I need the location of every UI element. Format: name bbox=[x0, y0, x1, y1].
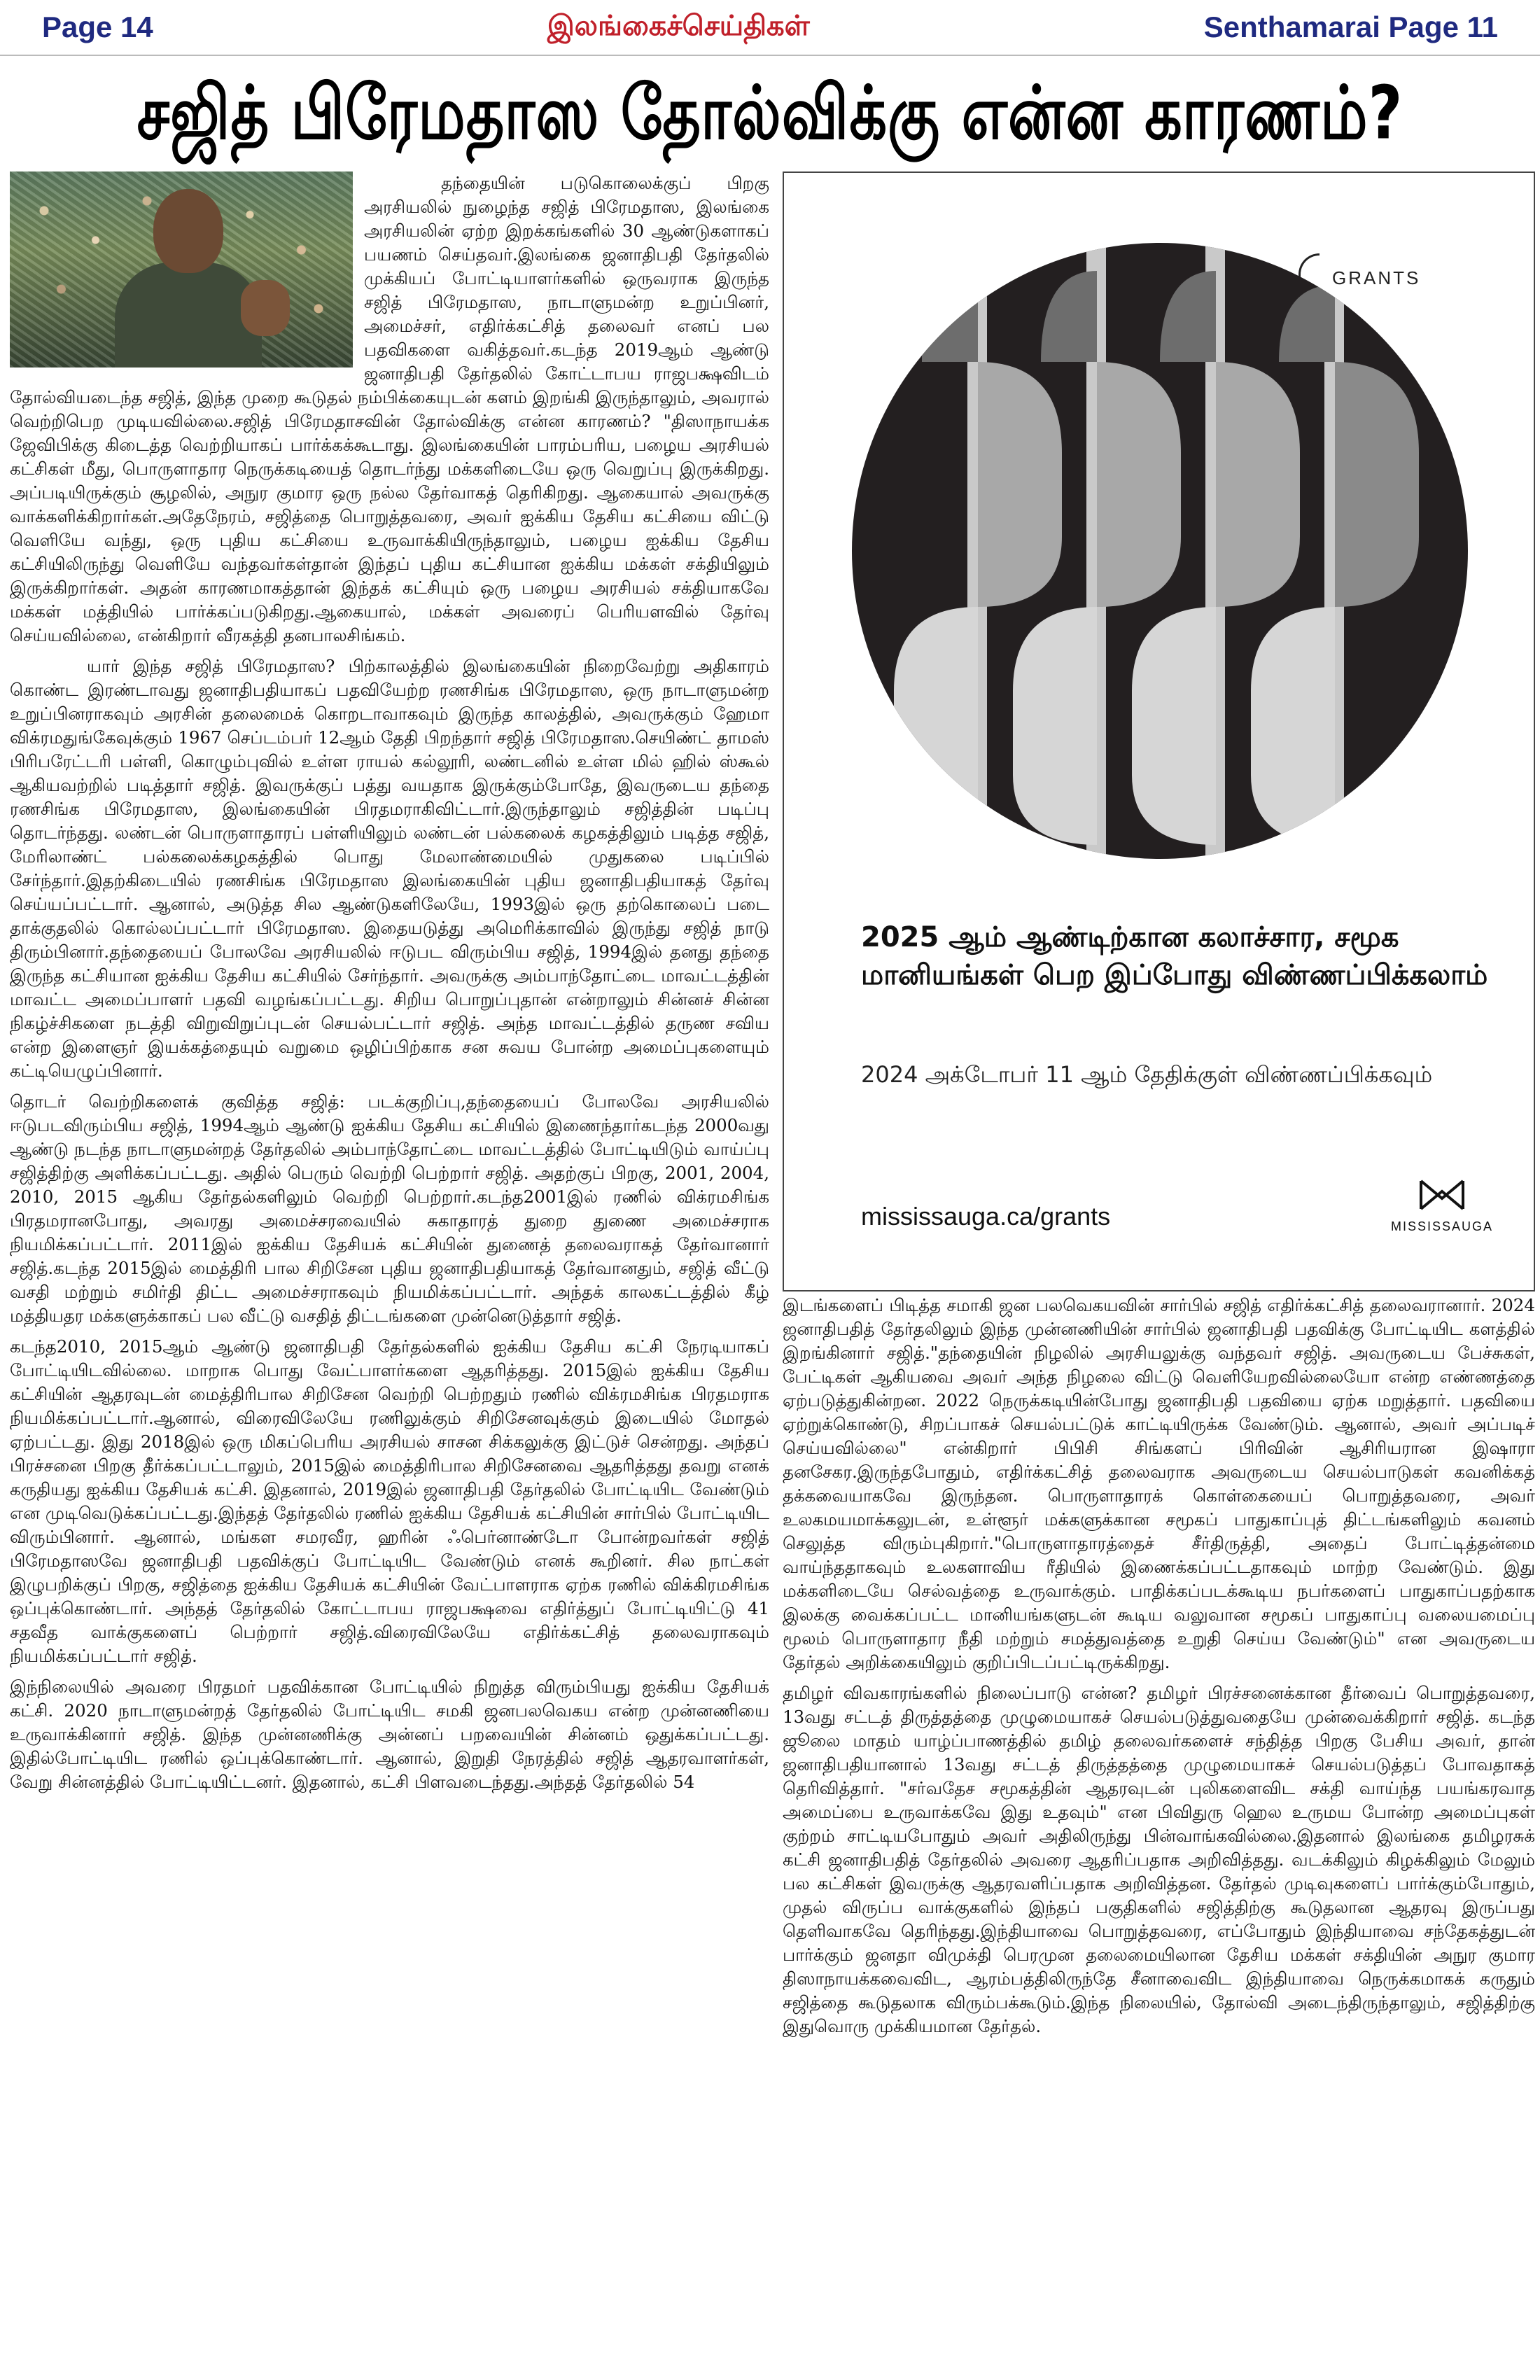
article-paragraph: கடந்த2010, 2015ஆம் ஆண்டு ஜனாதிபதி தேர்தல்களில் ஐக்கிய தேசிய கட்சி நேரடியாகப் போட்டியிடவில்லை. மாறாக பொது வேட்பாளர்களை ஆதரித்தது. 2015இல் ஐக்கிய தேசிய கட்சியின் ஆதரவுடன் மைத்திரிபால சிறிசேன வெற்றி பெற்றதும் ரணில் விக்ரமசிங்க பிரதமராக நியமிக்கப்பட்டார்.ஆனால், விரைவிலேயே ரணிலுக்கும் சிறிசேனவுக்கும் இடையில் மோதல் ஏற்பட்டது. இது 2018இல் ஒரு மிகப்பெரிய அரசியல் சாசன சிக்கலுக்கு இட்டுச் சென்றது. அந்தப் பிரச்சனை பிறகு தீர்க்கப்பட்டாலும், 2015இல் மைத்திரிபால சிறிசேனவை ஆதரித்தது தவறு எனக் கருதியது ஐக்கிய தேசியக் கட்சி. இதனால், 2019இல் ஜனாதிபதி தேர்தலில் போட்டியிட வேண்டும் என முடிவெடுக்கப்பட்டது.இந்தத் தேர்தலில் ரணில் ஐக்கிய தேசியக் கட்சியின் சார்பில் போட்டியிட விரும்பினார். ஆனால், மங்கள சமரவீர, ஹரின் ஃபெர்னாண்டோ போன்றவர்கள் சஜித் பிரேமதாஸவே ஜனாதிபதி பதவிக்குப் போட்டியிட வேண்டும் எனக் கூறினர். சில நாட்கள் இழுபறிக்குப் பிறகு, சஜித்தை ஐக்கிய தேசியக் கட்சியின் வேட்பாளராக ஏற்க ரணில் விக்கிரமசிங்க ஒப்புக்கொண்டார். அந்தத் தேர்தலில் கோட்டாபய ராஜபக்ஷவை எதிர்த்துப் போட்டியிட்டு 41 சதவீத வாக்குகளைப் பெற்றார் சஜித்.விரைவிலேயே எதிர்க்கட்சித் தலைவராகவும் நியமிக்கப்பட்டார் சஜித். bbox=[10, 1336, 769, 1666]
article-paragraph: யார் இந்த சஜித் பிரேமதாஸ? பிற்காலத்தில் இலங்கையின் நிறைவேற்று அதிகாரம் கொண்ட இரண்டாவது ஜனாதிபதியாகப் பதவியேற்ற ரணசிங்க பிரேமதாஸ, ஒரு நாடாளுமன்ற உறுப்பினராகவும் அரசின் தலைமைக் கொறடாவாகவும் இருந்த காலத்தில், அவருக்கும் ஹேமா விக்ரமதுங்கேவுக்கும் 1967 செப்டம்பர் 12ஆம் தேதி பிறந்தார் சஜித் பிரேமதாஸ.செயிண்ட் தாமஸ் பிரிபரேட்டரி பள்ளி, கொழும்புவில் உள்ள ராயல் கல்லூரி, லண்டனில் உள்ள மில் ஹில் ஸ்கூல் ஆகியவற்றில் படித்தார் சஜித். இவருக்குப் பத்து வயதாக இருக்கும்போதே, இவருடைய தந்தை ரணசிங்க பிரேமதாஸ, இலங்கையின் பிரதமராகிவிட்டார்.இருந்தாலும் சஜித்தின் படிப்பு தொடர்ந்தது. லண்டன் பொருளாதாரப் பள்ளியிலும் லண்டன் பல்கலைக் கழகத்திலும் படித்த சஜித், மேரிலாண்ட் பல்கலைக்கழகத்தில் பொது மேலாண்மையில் முதுகலை படிப்பில் சேர்ந்தார்.இதற்கிடையில் ரணசிங்க பிரேமதாஸ இலங்கையின் புதிய ஜனாதிபதியாகத் தேர்வு செய்யப்பட்டார். ஆனால், அடுத்த சில ஆண்டுகளிலேயே, 1993இல் ஒரு தற்கொலைப் படை தாக்குதலில் கொல்லப்பட்டார் பிரேமதாஸ. இதையடுத்து அமெரிக்காவில் இருந்து சஜித் நாடு திரும்பினார்.தந்தையைப் போலவே அரசியலில் ஈடுபட விரும்பிய சஜித், 1994இல் தனது தந்தை இருந்த கட்சியான ஐக்கிய தேசிய கட்சியில் சேர்ந்தார். அவருக்கு அம்பாந்தோட்டை மாவட்டத்தின் மாவட்ட அமைப்பாளர் பதவி வழங்கப்பட்டது. சிறிய பொறுப்புதான் என்றாலும் சின்னச் சின்ன நிகழ்ச்சிகளை நடத்தி விறுவிறுப்புடன் செயல்பட்டார் சஜித். அந்த மாவட்டத்தில் தருண சவிய என்ற இளைஞர் இயக்கத்தையும் வறுமை ஒழிப்பிற்காக சன சுவய போன்ற அமைப்புகளையும் கட்டியெழுப்பினார். bbox=[10, 656, 769, 1081]
article-paragraph: தமிழர் விவகாரங்களில் நிலைப்பாடு என்ன? தமிழர் பிரச்சனைக்கான தீர்வைப் பொறுத்தவரை, 13வது சட்டத் திருத்தத்தை முழுமையாகச் செயல்படுத்துவதையே முன்வைக்கிறார் சஜித். கடந்த ஜூலை மாதம் யாழ்ப்பாணத்தில் தமிழ் தலைவர்களைச் சந்தித்த பிறகு பேசிய அவர், தான் ஜனாதிபதியானால் 13வது சட்டத் திருத்தத்தை முழுமையாகச் செயல்படுத்தப் போவதாகத் தெரிவித்தார். "சர்வதேச சமூகத்தின் ஆதரவுடன் புலிகளைவிட சக்தி வாய்ந்த பயங்கரவாத அமைப்பை உருவாக்கவே இது உதவும்" என பிவிதுரு ஹெல உருமய போன்ற அமைப்புகள் குற்றம் சாட்டியபோதும் அவர் அதிலிருந்து பின்வாங்கவில்லை.இதனால் இலங்கை தமிழரசுக் கட்சி ஜனாதிபதித் தேர்தலில் அவரை ஆதரிப்பதாக அறிவித்தது. வடக்கிலும் கிழக்கிலும் மேலும் பல கட்சிகள் இவருக்கு ஆதரவளிப்பதாக அறிவித்தன. தேர்தல் முடிவுகளைப் பார்க்கும்போதும், முதல் விருப்ப வாக்குகளில் இந்தப் பகுதிகளில் சஜித்திற்கு கூடுதலான ஆதரவு இருப்பது தெளிவாகவே தெரிந்தது.இந்தியாவை பொறுத்தவரை, எப்போதும் இந்தியாவை சந்தேகத்துடன் பார்க்கும் ஜனதா விமுக்தி பெரமுன தலைமையிலான தேசிய மக்கள் சக்தியின் அநுர குமார திஸாநாயக்கவைவிட, ஆரம்பத்திலிருந்தே சீனாவைவிட இந்தியாவை நெருக்கமாகக் கருதும் சஜித்தை கூடுதலாக விரும்பக்கூடும்.இந்த நிலையில், தோல்வி அடைந்திருந்தாலும், சஜித்திற்கு இதுவொரு முக்கியமான தேர்தல். bbox=[783, 1683, 1535, 2036]
ad-url: mississauga.ca/grants bbox=[861, 1202, 1111, 1231]
ad-dollar-circle-graphic bbox=[852, 243, 1468, 859]
grants-advertisement bbox=[783, 172, 1535, 1292]
article-paragraph: தந்தையின் படுகொலைக்குப் பிறகு அரசியலில் நுழைந்த சஜித் பிரேமதாஸ, இலங்கை அரசியலின் ஏற்ற இறக்கங்களில் 30 ஆண்டுகளாகப் பயணம் செய்தவர்.இலங்கை ஜனாதிபதி தேர்தலில் முக்கியப் போட்டியாளர்களில் ஒருவராக இருந்த சஜித் பிரேமதாஸ, நாடாளுமன்ற உறுப்பினர், அமைச்சர், எதிர்க்கட்சித் தலைவர் எனப் பல பதவிகளை வகித்தவர்.கடந்த 2019ஆம் ஆண்டு ஜனாதிபதி தேர்தலில் கோட்டாபய ராஜபக்ஷவிடம் தோல்வியடைந்த சஜித், இந்த முறை கூடுதல் நம்பிக்கையுடன் களம் இறங்கி இருந்தாலும், அவரால் வெற்றிபெற முடியவில்லை.சஜித் பிரேமதாசவின் தோல்விக்கு என்ன காரணம்? "திஸாநாயக்க ஜேவிபிக்கு கிடைத்த வெற்றியாகப் பார்க்கக்கூடாது. இலங்கையின் பாரம்பரிய, பழைய அரசியல் கட்சிகள் மீது, பொருளாதார நெருக்கடியைத் தொடர்ந்து மக்களிடையே ஒரு வெறுப்பு இருக்கிறது. அப்படியிருக்கும் சூழலில், அநுர குமார ஒரு நல்ல தேர்வாகத் தெரிகிறது. ஆகையால் அவருக்கு வாக்களிக்கிறார்கள்.அதேநேரம், சஜித்தை பொறுத்தவரை, அவர் ஐக்கிய தேசிய கட்சியை விட்டு வெளியே வந்து, ஒரு புதிய கட்சியை உருவாக்கியிருந்தாலும், பழைய ஐக்கிய தேசிய கட்சியிலிருந்து வெளியே வந்தவர்கள்தான் இந்தப் புதிய கட்சியான ஐக்கிய மக்கள் சக்தியிலும் இருக்கிறார்கள். அதன் காரணமாகத்தான் இந்தக் கட்சியும் ஒரு பழைய அரசியல் சக்தியாகவே மக்கள் மத்தியில் பார்க்கப்படுகிறது.ஆகையால், மக்கள் அவரைப் பெரியளவில் தேர்வு செய்யவில்லை, என்கிறார் வீரகத்தி தனபாலசிங்கம். bbox=[10, 173, 769, 645]
grants-label: GRANTS bbox=[1332, 267, 1421, 288]
article-headline: சஜித் பிரேமதாஸ தோல்விக்கு என்ன காரணம்? bbox=[136, 70, 1404, 156]
person-figure bbox=[115, 189, 262, 368]
section-title: இலங்கைச்செய்திகள் bbox=[547, 9, 810, 42]
left-article-column bbox=[10, 172, 769, 2376]
page-header bbox=[0, 0, 1540, 56]
article-paragraph: இந்நிலையில் அவரை பிரதமர் பதவிக்கான போட்டியில் நிறுத்த விரும்பியது ஐக்கிய தேசியக் கட்சி. 2020 நாடாளுமன்றத் தேர்தலில் போட்டியிட சமகி ஜனபலவெகய என்ற முன்னணியை உருவாக்கினார் சஜித். இந்த முன்னணிக்கு அன்னப் பறவையின் சின்னம் ஒதுக்கப்பட்டது. இதில்போட்டியிட ரணில் ஒப்புக்கொண்டார். ஆனால், இறுதி நேரத்தில் சஜித் ஆதரவாளர்கள், வேறு சின்னத்தில் போட்டியிட்டனர். இதனால், கட்சி பிளவடைந்தது.அந்தத் தேர்தலில் 54 bbox=[10, 1676, 769, 1792]
page-number-right: Senthamarai Page 11 bbox=[1203, 10, 1498, 43]
ad-deadline: 2024 அக்டோபர் 11 ஆம் தேதிக்குள் விண்ணப்பிக்கவும் bbox=[861, 1061, 1433, 1088]
right-article-column bbox=[783, 1294, 1535, 2379]
logo-text: MISSISSAUGA bbox=[1390, 1219, 1494, 1233]
ad-headline: 2025 ஆம் ஆண்டிற்கான கலாச்சார, சமூக மானியங்கள் பெற இப்போது விண்ணப்பிக்கலாம் bbox=[861, 921, 1488, 991]
mississauga-logo bbox=[1372, 1177, 1512, 1234]
article-paragraph: தொடர் வெற்றிகளைக் குவித்த சஜித்: படக்குறிப்பு,தந்தையைப் போலவே அரசியலில் ஈடுபடவிரும்பிய சஜித், 1994ஆம் ஆண்டு ஐக்கிய தேசிய கட்சியில் இணைந்தார்கடந்த 2000வது ஆண்டு நடந்த நாடாளுமன்றத் தேர்தலில் அம்பாந்தோட்டை மாவட்டத்தில் போட்டியிடும் வாய்ப்பு சஜித்திற்கு அளிக்கப்பட்டது. அதில் பெரும் வெற்றி பெற்றார் சஜித். அதற்குப் பிறகு, 2001, 2004, 2010, 2015 ஆகிய தேர்தல்களிலும் வெற்றி பெற்றார்.கடந்த2001இல் ரணில் விக்ரமசிங்க பிரதமரானபோது, அவரது அமைச்சரவையில் சுகாதாரத் துறை துணை அமைச்சராக நியமிக்கப்பட்டார். 2011இல் ஐக்கிய தேசியக் கட்சியின் துணைத் தலைவராகத் தேர்வானார் சஜித்.கடந்த 2015இல் மைத்திரி பால சிறிசேன புதிய ஜனாதிபதியாகத் தேர்வானதும், சஜித் வீட்டு வசதி மற்றும் சமிர்தி திட்ட அமைச்சராகவும் நியமிக்கப்பட்டார். அந்தக் காலகட்டத்தில் கீழ் மத்தியதர மக்களுக்காகப் பல வீட்டு வசதித் திட்டங்களை முன்னெடுத்தார் சஜித். bbox=[10, 1091, 769, 1326]
mississauga-crown-icon bbox=[1418, 1177, 1466, 1212]
page-number-left: Page 14 bbox=[42, 10, 153, 43]
article-photo bbox=[10, 172, 353, 368]
article-paragraph: இடங்களைப் பிடித்த சமாகி ஜன பலவெகயவின் சார்பில் சஜித் எதிர்க்கட்சித் தலைவரானார். 2024 ஜனாதிபதித் தேர்தலிலும் இந்த முன்னணியின் சார்பில் ஜனாதிபதி பதவிக்கு போட்டியிட களத்தில் இறங்கினார் சஜித்."தந்தையின் நிழலில் அரசியலுக்கு வந்தவர் சஜித். அவருடைய பேச்சுகள், பேட்டிகள் ஆகியவை அவர் அந்த நிழலை விட்டு வெளியேறவில்லையோ என்ற எண்ணத்தை ஏற்படுத்துகின்றன. 2022 நெருக்கடியின்போது ஜனாதிபதி பதவியை ஏற்க மறுத்தார். பதவியை ஏற்றுக்கொண்டு, சிறப்பாகச் செயல்பட்டுக் காட்டியிருக்க வேண்டும். ஆனால், அவர் அப்படிச் செய்யவில்லை" என்கிறார் பிபிசி சிங்களப் பிரிவின் ஆசிரியரான இஷாரா தனசேகர.இருந்தபோதும், எதிர்க்கட்சித் தலைவராக அவருடைய செயல்பாடுகள் கவனிக்கத் தக்கவையாகவே இருந்தன. பொருளாதாரக் கொள்கையைப் பொறுத்தவரை, அவர் உலகமயமாக்கலுடன், உள்ளூர் மக்களுக்கான சமூகப் பாதுகாப்புத் திட்டங்களிலும் கவனம் செலுத்த விரும்புகிறார்."பொருளாதாரத்தைச் சீர்திருத்தி, அதைப் போட்டித்தன்மை வாய்ந்ததாகவும் உலகளாவிய ரீதியில் இணைக்கப்பட்டதாகவும் மாற்ற வேண்டும். இது மக்களிடையே செல்வத்தை உருவாக்கும். பாதிக்கப்படக்கூடிய நபர்களைப் பாதுகாப்பதற்காக இலக்கு வைக்கப்பட்ட மானியங்களுடன் கூடிய வலுவான சமூகப் பாதுகாப்பு வலையமைப்பு மூலம் பொருளாதார நீதி மற்றும் சமத்துவத்தை உறுதி செய்ய வேண்டும்" என அவருடைய தேர்தல் அறிக்கையிலும் குறிப்பிடப்பட்டிருக்கிறது. bbox=[783, 1295, 1535, 1672]
